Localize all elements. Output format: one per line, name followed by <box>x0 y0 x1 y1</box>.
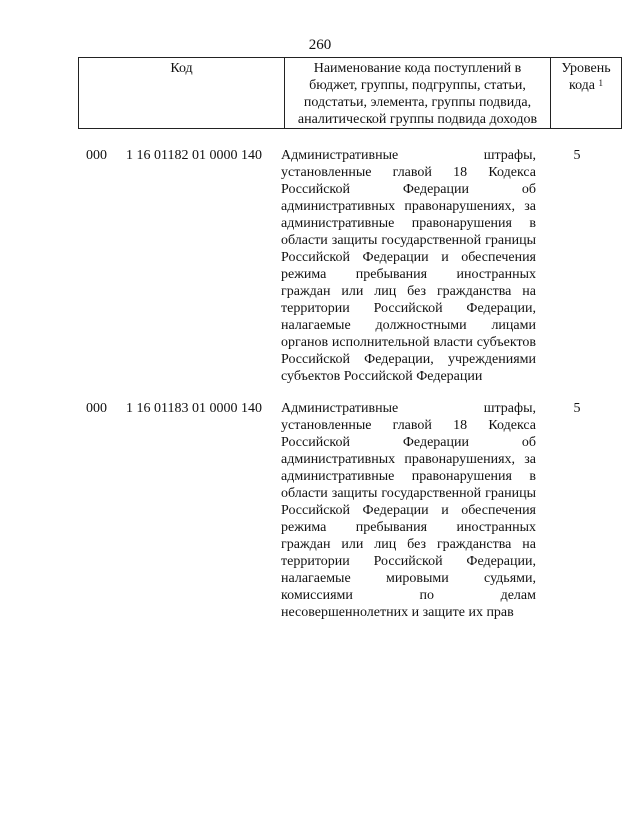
page-number: 260 <box>308 37 332 53</box>
header-level <box>551 58 622 129</box>
row-category-code: 000 <box>86 401 107 416</box>
row-level: 5 <box>573 401 581 416</box>
header-name-label: Наименование кода поступлений в бюджет, группы, подгруппы, статьи, подстатьи, элемента, группы подвида, аналитической группы подвида доходов <box>297 61 538 127</box>
table-header <box>78 57 622 129</box>
row-category-code: 000 <box>86 148 107 163</box>
header-code <box>79 58 285 129</box>
header-name <box>285 58 551 129</box>
row-level: 5 <box>573 148 581 163</box>
row-description: Административные штрафы, установленные главой 18 Кодекса Российской Федерации об административных правонарушениях, за административные правонарушения в области защиты государственной границы Российской Федерации и обеспечения режима пребывания иностранных граждан или лиц без гражданства на территории Российской Федерации, налагаемые должностными лицами органов исполнительной власти субъектов Российской Федерации, учреждениями субъектов Российской Федерации <box>281 148 536 384</box>
header-code-label: Код <box>170 61 193 76</box>
row-description: Административные штрафы, установленные главой 18 Кодекса Российской Федерации об административных правонарушениях, за административные правонарушения в области защиты государственной границы Российской Федерации и обеспечения режима пребывания иностранных граждан или лиц без гражданства на территории Российской Федерации, налагаемые мировыми судьями, комиссиями по делам несовершеннолетних и защите их прав <box>281 401 536 620</box>
footnote-marker: 1 <box>598 78 604 88</box>
table-header-block <box>78 57 612 129</box>
row-income-code: 1 16 01182 01 0000 140 <box>126 148 262 163</box>
header-level-label: Уровень кода <box>561 61 611 93</box>
row-income-code: 1 16 01183 01 0000 140 <box>126 401 262 416</box>
